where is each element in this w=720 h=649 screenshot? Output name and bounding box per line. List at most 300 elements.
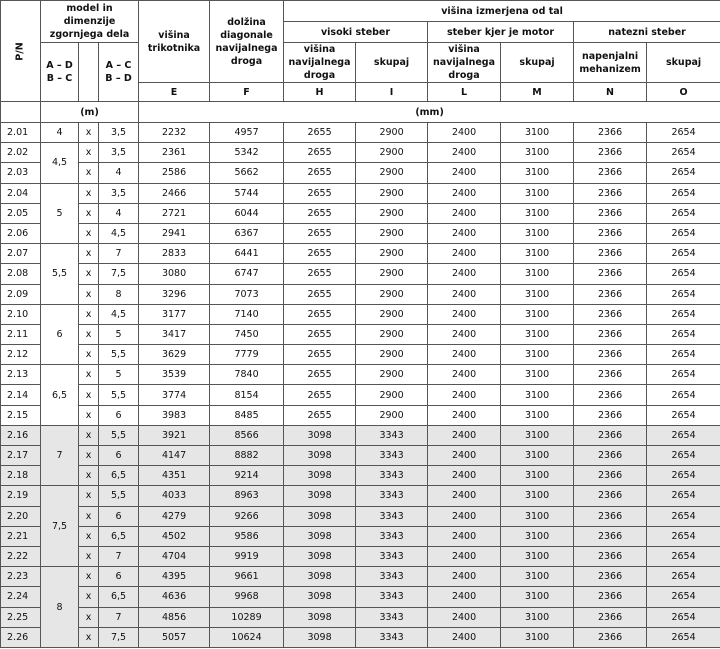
table-row xyxy=(1,183,720,203)
value-cell-n: 2366 xyxy=(574,264,647,284)
value-cell-i: 2900 xyxy=(356,143,428,163)
value-cell-o: 2654 xyxy=(647,365,720,385)
value-cell-n: 2366 xyxy=(574,163,647,183)
value-cell-h: 2655 xyxy=(284,324,356,344)
x-cell: x xyxy=(79,425,99,445)
value-cell-i: 3343 xyxy=(356,546,428,566)
x-cell: x xyxy=(79,486,99,506)
value-cell-m: 3100 xyxy=(501,143,574,163)
value-cell-o: 2654 xyxy=(647,405,720,425)
value-cell-n: 2366 xyxy=(574,244,647,264)
value-cell-n: 2366 xyxy=(574,587,647,607)
x-cell: x xyxy=(79,466,99,486)
pn-cell: 2.22 xyxy=(1,546,41,566)
pn-cell: 2.04 xyxy=(1,183,41,203)
value-cell-i: 2900 xyxy=(356,183,428,203)
value-cell-i: 2900 xyxy=(356,203,428,223)
value-cell-o: 2654 xyxy=(647,183,720,203)
ac-bd-cell: 6,5 xyxy=(99,466,139,486)
value-cell-m: 3100 xyxy=(501,284,574,304)
value-cell-f: 5662 xyxy=(210,163,284,183)
value-cell-l: 2400 xyxy=(428,304,501,324)
model-size-cell: 5 xyxy=(41,183,79,244)
value-cell-i: 2900 xyxy=(356,304,428,324)
value-cell-i: 3343 xyxy=(356,466,428,486)
value-cell-o: 2654 xyxy=(647,385,720,405)
model-header: model in dimenzije zgornjega dela xyxy=(41,1,139,43)
value-cell-e: 4704 xyxy=(139,546,210,566)
value-cell-m: 3100 xyxy=(501,607,574,627)
ac-bd-cell: 7 xyxy=(99,244,139,264)
pn-cell: 2.07 xyxy=(1,244,41,264)
value-cell-h: 2655 xyxy=(284,385,356,405)
pn-cell: 2.19 xyxy=(1,486,41,506)
value-cell-l: 2400 xyxy=(428,567,501,587)
table-row xyxy=(1,506,720,526)
value-cell-e: 4856 xyxy=(139,607,210,627)
value-cell-e: 4636 xyxy=(139,587,210,607)
value-cell-n: 2366 xyxy=(574,223,647,243)
value-cell-i: 3343 xyxy=(356,506,428,526)
value-cell-f: 8566 xyxy=(210,425,284,445)
ac-bd-cell: 8 xyxy=(99,284,139,304)
value-cell-f: 6044 xyxy=(210,203,284,223)
value-cell-h: 3098 xyxy=(284,607,356,627)
value-cell-e: 2466 xyxy=(139,183,210,203)
value-cell-n: 2366 xyxy=(574,385,647,405)
value-cell-h: 3098 xyxy=(284,446,356,466)
value-cell-o: 2654 xyxy=(647,425,720,445)
table-row xyxy=(1,264,720,284)
pn-cell: 2.20 xyxy=(1,506,41,526)
value-cell-l: 2400 xyxy=(428,506,501,526)
pn-cell: 2.26 xyxy=(1,627,41,647)
x-cell: x xyxy=(79,446,99,466)
value-cell-e: 3080 xyxy=(139,264,210,284)
col-letter-e: E xyxy=(139,83,210,102)
value-cell-m: 3100 xyxy=(501,385,574,405)
value-cell-i: 2900 xyxy=(356,345,428,365)
ac-bd-cell: 7 xyxy=(99,546,139,566)
value-cell-o: 2654 xyxy=(647,486,720,506)
value-cell-o: 2654 xyxy=(647,567,720,587)
value-cell-h: 3098 xyxy=(284,425,356,445)
x-cell: x xyxy=(79,506,99,526)
ac-bd-cell: 5,5 xyxy=(99,345,139,365)
x-cell: x xyxy=(79,587,99,607)
value-cell-e: 3417 xyxy=(139,324,210,344)
value-cell-f: 5744 xyxy=(210,183,284,203)
value-cell-o: 2654 xyxy=(647,264,720,284)
ac-bd-cell: 5 xyxy=(99,324,139,344)
value-cell-l: 2400 xyxy=(428,345,501,365)
x-cell: x xyxy=(79,143,99,163)
value-cell-l: 2400 xyxy=(428,627,501,647)
value-cell-i: 2900 xyxy=(356,385,428,405)
ac-bd-cell: 3,5 xyxy=(99,123,139,143)
col-letter-o: O xyxy=(647,83,720,102)
value-cell-m: 3100 xyxy=(501,405,574,425)
x-cell: x xyxy=(79,405,99,425)
value-cell-n: 2366 xyxy=(574,203,647,223)
value-cell-h: 2655 xyxy=(284,365,356,385)
value-cell-f: 9919 xyxy=(210,546,284,566)
pn-cell: 2.08 xyxy=(1,264,41,284)
pn-cell: 2.11 xyxy=(1,324,41,344)
table-row xyxy=(1,223,720,243)
table-row xyxy=(1,546,720,566)
diagonal-header: dolžina diagonale navijalnega droga xyxy=(210,1,284,83)
pn-cell: 2.01 xyxy=(1,123,41,143)
value-cell-i: 2900 xyxy=(356,163,428,183)
value-cell-e: 2941 xyxy=(139,223,210,243)
value-cell-h: 2655 xyxy=(284,244,356,264)
pn-cell: 2.16 xyxy=(1,425,41,445)
napenjalni-header: napenjalni mehanizem xyxy=(574,43,647,83)
value-cell-h: 2655 xyxy=(284,264,356,284)
x-cell: x xyxy=(79,546,99,566)
value-cell-h: 2655 xyxy=(284,405,356,425)
ac-bd-cell: 5,5 xyxy=(99,425,139,445)
value-cell-i: 3343 xyxy=(356,446,428,466)
value-cell-f: 8485 xyxy=(210,405,284,425)
table-row xyxy=(1,324,720,344)
value-cell-e: 5057 xyxy=(139,627,210,647)
x-cell: x xyxy=(79,244,99,264)
value-cell-f: 10289 xyxy=(210,607,284,627)
value-cell-f: 8882 xyxy=(210,446,284,466)
ac-bd-cell: 7,5 xyxy=(99,264,139,284)
value-cell-l: 2400 xyxy=(428,223,501,243)
ac-bd-cell: 4,5 xyxy=(99,304,139,324)
value-cell-f: 9214 xyxy=(210,466,284,486)
value-cell-e: 2586 xyxy=(139,163,210,183)
skupaj-header-2: skupaj xyxy=(501,43,574,83)
value-cell-e: 2721 xyxy=(139,203,210,223)
x-cell: x xyxy=(79,324,99,344)
ac-bd-cell: 6,5 xyxy=(99,526,139,546)
value-cell-h: 3098 xyxy=(284,506,356,526)
value-cell-o: 2654 xyxy=(647,284,720,304)
x-cell: x xyxy=(79,123,99,143)
value-cell-l: 2400 xyxy=(428,546,501,566)
value-cell-o: 2654 xyxy=(647,345,720,365)
value-cell-n: 2366 xyxy=(574,123,647,143)
ac-bd-cell: 6 xyxy=(99,405,139,425)
value-cell-h: 2655 xyxy=(284,183,356,203)
value-cell-m: 3100 xyxy=(501,304,574,324)
value-cell-f: 6747 xyxy=(210,264,284,284)
value-cell-o: 2654 xyxy=(647,506,720,526)
value-cell-m: 3100 xyxy=(501,264,574,284)
table-row xyxy=(1,567,720,587)
value-cell-f: 7140 xyxy=(210,304,284,324)
steber-motor-header: steber kjer je motor xyxy=(428,22,574,43)
value-cell-l: 2400 xyxy=(428,264,501,284)
model-size-cell: 6 xyxy=(41,304,79,365)
x-cell: x xyxy=(79,223,99,243)
value-cell-e: 3983 xyxy=(139,405,210,425)
ac-bd-cell: 5 xyxy=(99,365,139,385)
value-cell-e: 4279 xyxy=(139,506,210,526)
value-cell-e: 3921 xyxy=(139,425,210,445)
pn-cell: 2.13 xyxy=(1,365,41,385)
value-cell-f: 8154 xyxy=(210,385,284,405)
value-cell-h: 2655 xyxy=(284,304,356,324)
value-cell-i: 3343 xyxy=(356,587,428,607)
value-cell-n: 2366 xyxy=(574,486,647,506)
value-cell-f: 9266 xyxy=(210,506,284,526)
table-row xyxy=(1,466,720,486)
value-cell-m: 3100 xyxy=(501,324,574,344)
value-cell-n: 2366 xyxy=(574,324,647,344)
value-cell-n: 2366 xyxy=(574,607,647,627)
value-cell-h: 2655 xyxy=(284,163,356,183)
value-cell-n: 2366 xyxy=(574,143,647,163)
pn-cell: 2.23 xyxy=(1,567,41,587)
table-row xyxy=(1,425,720,445)
natezni-steber-header: natezni steber xyxy=(574,22,720,43)
value-cell-f: 4957 xyxy=(210,123,284,143)
value-cell-m: 3100 xyxy=(501,446,574,466)
pn-cell: 2.24 xyxy=(1,587,41,607)
value-cell-m: 3100 xyxy=(501,546,574,566)
value-cell-h: 3098 xyxy=(284,466,356,486)
value-cell-f: 8963 xyxy=(210,486,284,506)
value-cell-e: 2232 xyxy=(139,123,210,143)
value-cell-o: 2654 xyxy=(647,123,720,143)
value-cell-i: 2900 xyxy=(356,284,428,304)
value-cell-n: 2366 xyxy=(574,405,647,425)
value-cell-i: 3343 xyxy=(356,607,428,627)
pn-cell: 2.03 xyxy=(1,163,41,183)
ac-bd-cell: 6 xyxy=(99,567,139,587)
pn-header: P/N xyxy=(1,1,41,102)
value-cell-h: 2655 xyxy=(284,345,356,365)
value-cell-i: 3343 xyxy=(356,627,428,647)
pn-cell: 2.10 xyxy=(1,304,41,324)
value-cell-i: 2900 xyxy=(356,324,428,344)
x-cell: x xyxy=(79,264,99,284)
value-cell-m: 3100 xyxy=(501,466,574,486)
value-cell-m: 3100 xyxy=(501,244,574,264)
value-cell-l: 2400 xyxy=(428,587,501,607)
value-cell-l: 2400 xyxy=(428,244,501,264)
col-letter-l: L xyxy=(428,83,501,102)
table-row xyxy=(1,385,720,405)
ac-bd-cell: 5,5 xyxy=(99,486,139,506)
ac-bd-cell: 5,5 xyxy=(99,385,139,405)
value-cell-h: 3098 xyxy=(284,486,356,506)
value-cell-e: 2361 xyxy=(139,143,210,163)
value-cell-l: 2400 xyxy=(428,143,501,163)
value-cell-e: 3177 xyxy=(139,304,210,324)
pn-cell: 2.18 xyxy=(1,466,41,486)
value-cell-l: 2400 xyxy=(428,284,501,304)
pn-cell: 2.15 xyxy=(1,405,41,425)
value-cell-l: 2400 xyxy=(428,486,501,506)
value-cell-o: 2654 xyxy=(647,607,720,627)
value-cell-o: 2654 xyxy=(647,324,720,344)
value-cell-i: 2900 xyxy=(356,365,428,385)
value-cell-l: 2400 xyxy=(428,385,501,405)
value-cell-e: 3296 xyxy=(139,284,210,304)
ac-bd-cell: 7,5 xyxy=(99,627,139,647)
value-cell-e: 2833 xyxy=(139,244,210,264)
value-cell-h: 2655 xyxy=(284,284,356,304)
value-cell-n: 2366 xyxy=(574,183,647,203)
value-cell-l: 2400 xyxy=(428,123,501,143)
table-row xyxy=(1,143,720,163)
table-row xyxy=(1,244,720,264)
value-cell-o: 2654 xyxy=(647,587,720,607)
table-row xyxy=(1,123,720,143)
table-row xyxy=(1,284,720,304)
table-row xyxy=(1,486,720,506)
value-cell-n: 2366 xyxy=(574,345,647,365)
value-cell-l: 2400 xyxy=(428,203,501,223)
unit-m: (m) xyxy=(41,102,139,123)
table-row xyxy=(1,627,720,647)
x-cell: x xyxy=(79,203,99,223)
value-cell-m: 3100 xyxy=(501,183,574,203)
model-size-cell: 6,5 xyxy=(41,365,79,426)
value-cell-l: 2400 xyxy=(428,324,501,344)
value-cell-e: 4351 xyxy=(139,466,210,486)
value-cell-e: 4147 xyxy=(139,446,210,466)
pn-cell: 2.05 xyxy=(1,203,41,223)
value-cell-o: 2654 xyxy=(647,304,720,324)
value-cell-o: 2654 xyxy=(647,546,720,566)
ad-bc-header: A – D B – C xyxy=(41,43,79,102)
value-cell-h: 3098 xyxy=(284,567,356,587)
x-column-header xyxy=(79,43,99,102)
value-cell-f: 7450 xyxy=(210,324,284,344)
ac-bd-cell: 6,5 xyxy=(99,587,139,607)
x-cell: x xyxy=(79,567,99,587)
table-row xyxy=(1,446,720,466)
value-cell-i: 2900 xyxy=(356,244,428,264)
value-cell-l: 2400 xyxy=(428,466,501,486)
trikotnik-header: višina trikotnika xyxy=(139,1,210,83)
value-cell-m: 3100 xyxy=(501,506,574,526)
value-cell-h: 2655 xyxy=(284,223,356,243)
value-cell-o: 2654 xyxy=(647,223,720,243)
table-row xyxy=(1,365,720,385)
value-cell-i: 3343 xyxy=(356,425,428,445)
pn-cell: 2.12 xyxy=(1,345,41,365)
x-cell: x xyxy=(79,607,99,627)
visina-nav-droga-header-2: višina navijalnega droga xyxy=(428,43,501,83)
value-cell-n: 2366 xyxy=(574,546,647,566)
skupaj-header-3: skupaj xyxy=(647,43,720,83)
value-cell-m: 3100 xyxy=(501,567,574,587)
value-cell-f: 9968 xyxy=(210,587,284,607)
value-cell-n: 2366 xyxy=(574,526,647,546)
table-row xyxy=(1,345,720,365)
value-cell-m: 3100 xyxy=(501,486,574,506)
value-cell-o: 2654 xyxy=(647,244,720,264)
value-cell-i: 3343 xyxy=(356,486,428,506)
value-cell-f: 6367 xyxy=(210,223,284,243)
pn-cell: 2.21 xyxy=(1,526,41,546)
value-cell-m: 3100 xyxy=(501,526,574,546)
table-row xyxy=(1,587,720,607)
pn-cell: 2.14 xyxy=(1,385,41,405)
value-cell-e: 3539 xyxy=(139,365,210,385)
value-cell-i: 3343 xyxy=(356,526,428,546)
value-cell-l: 2400 xyxy=(428,365,501,385)
pn-cell: 2.06 xyxy=(1,223,41,243)
model-size-cell: 7,5 xyxy=(41,486,79,567)
ac-bd-header: A – C B – D xyxy=(99,43,139,102)
value-cell-o: 2654 xyxy=(647,627,720,647)
value-cell-o: 2654 xyxy=(647,526,720,546)
value-cell-h: 3098 xyxy=(284,546,356,566)
value-cell-h: 3098 xyxy=(284,587,356,607)
pn-cell: 2.25 xyxy=(1,607,41,627)
value-cell-o: 2654 xyxy=(647,143,720,163)
value-cell-l: 2400 xyxy=(428,526,501,546)
model-size-cell: 4 xyxy=(41,123,79,143)
value-cell-e: 3774 xyxy=(139,385,210,405)
value-cell-i: 3343 xyxy=(356,567,428,587)
x-cell: x xyxy=(79,284,99,304)
table-row xyxy=(1,405,720,425)
value-cell-l: 2400 xyxy=(428,425,501,445)
value-cell-n: 2366 xyxy=(574,425,647,445)
value-cell-n: 2366 xyxy=(574,284,647,304)
pn-cell: 2.02 xyxy=(1,143,41,163)
col-letter-n: N xyxy=(574,83,647,102)
model-size-cell: 5,5 xyxy=(41,244,79,305)
x-cell: x xyxy=(79,304,99,324)
x-cell: x xyxy=(79,163,99,183)
value-cell-f: 7840 xyxy=(210,365,284,385)
x-cell: x xyxy=(79,385,99,405)
value-cell-o: 2654 xyxy=(647,163,720,183)
value-cell-m: 3100 xyxy=(501,587,574,607)
value-cell-i: 2900 xyxy=(356,264,428,284)
value-cell-o: 2654 xyxy=(647,466,720,486)
model-size-cell: 4,5 xyxy=(41,143,79,183)
ac-bd-cell: 3,5 xyxy=(99,143,139,163)
pn-cell: 2.17 xyxy=(1,446,41,466)
value-cell-l: 2400 xyxy=(428,446,501,466)
visina-tal-header: višina izmerjena od tal xyxy=(284,1,720,22)
value-cell-m: 3100 xyxy=(501,425,574,445)
value-cell-m: 3100 xyxy=(501,345,574,365)
value-cell-o: 2654 xyxy=(647,203,720,223)
ac-bd-cell: 4 xyxy=(99,163,139,183)
table-row xyxy=(1,163,720,183)
value-cell-m: 3100 xyxy=(501,163,574,183)
value-cell-f: 10624 xyxy=(210,627,284,647)
ac-bd-cell: 6 xyxy=(99,446,139,466)
table-row xyxy=(1,203,720,223)
table-row xyxy=(1,304,720,324)
value-cell-m: 3100 xyxy=(501,203,574,223)
value-cell-i: 2900 xyxy=(356,123,428,143)
value-cell-n: 2366 xyxy=(574,304,647,324)
value-cell-f: 6441 xyxy=(210,244,284,264)
value-cell-o: 2654 xyxy=(647,446,720,466)
value-cell-m: 3100 xyxy=(501,365,574,385)
table-row xyxy=(1,607,720,627)
ac-bd-cell: 4,5 xyxy=(99,223,139,243)
value-cell-f: 7073 xyxy=(210,284,284,304)
value-cell-n: 2366 xyxy=(574,627,647,647)
